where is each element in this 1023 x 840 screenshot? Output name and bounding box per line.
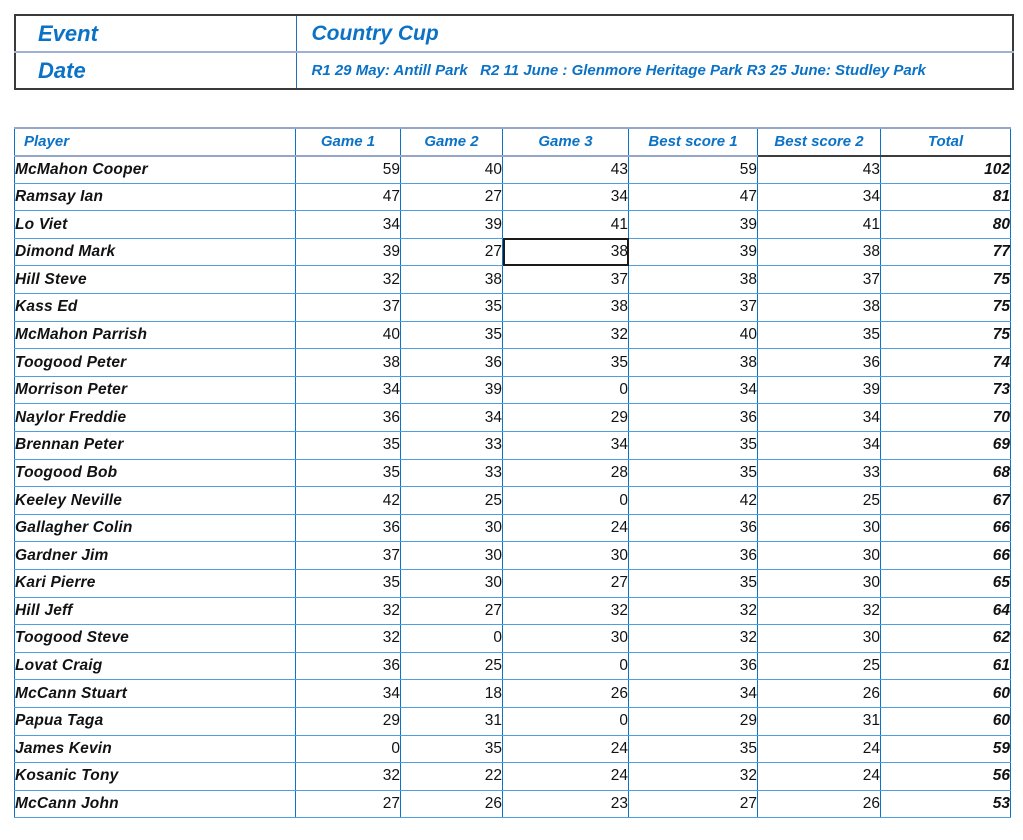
player-cell[interactable]: Gardner Jim — [15, 542, 296, 570]
player-cell[interactable]: Kari Pierre — [15, 570, 296, 598]
table-row — [15, 294, 1011, 322]
table-row — [15, 597, 1011, 625]
score-cell[interactable]: 31 — [401, 707, 503, 735]
score-cell[interactable]: 37 — [296, 294, 401, 322]
player-cell[interactable]: Kass Ed — [15, 294, 296, 322]
score-cell[interactable]: 34 — [401, 404, 503, 432]
table-row — [15, 376, 1011, 404]
total-cell[interactable]: 65 — [881, 570, 1011, 598]
table-row — [15, 570, 1011, 598]
score-cell[interactable]: 32 — [629, 763, 758, 791]
column-header-best-score-2[interactable]: Best score 2 — [758, 128, 881, 156]
score-cell[interactable]: 30 — [401, 570, 503, 598]
player-cell[interactable]: McCann John — [15, 790, 296, 818]
score-cell[interactable]: 34 — [758, 183, 881, 211]
score-cell[interactable]: 27 — [401, 597, 503, 625]
score-cell[interactable]: 59 — [296, 156, 401, 184]
score-cell[interactable]: 30 — [758, 625, 881, 653]
player-cell[interactable]: McCann Stuart — [15, 680, 296, 708]
score-cell[interactable]: 32 — [503, 321, 629, 349]
score-cell[interactable]: 35 — [629, 570, 758, 598]
score-cell[interactable]: 32 — [758, 597, 881, 625]
score-cell[interactable]: 40 — [401, 156, 503, 184]
score-cell[interactable]: 40 — [296, 321, 401, 349]
score-cell[interactable]: 38 — [629, 349, 758, 377]
score-cell[interactable]: 37 — [629, 294, 758, 322]
total-cell[interactable]: 61 — [881, 652, 1011, 680]
table-row — [15, 156, 1011, 184]
total-cell[interactable]: 62 — [881, 625, 1011, 653]
table-row — [15, 707, 1011, 735]
score-cell[interactable]: 35 — [296, 459, 401, 487]
score-cell[interactable]: 24 — [758, 763, 881, 791]
score-cell[interactable]: 43 — [758, 156, 881, 184]
score-cell[interactable]: 18 — [401, 680, 503, 708]
score-cell[interactable]: 59 — [629, 156, 758, 184]
score-cell[interactable]: 0 — [503, 376, 629, 404]
total-cell[interactable]: 66 — [881, 514, 1011, 542]
total-cell[interactable]: 56 — [881, 763, 1011, 791]
column-header-game-1[interactable]: Game 1 — [296, 128, 401, 156]
table-row — [15, 183, 1011, 211]
score-cell[interactable]: 34 — [503, 183, 629, 211]
table-row — [15, 404, 1011, 432]
score-cell[interactable]: 34 — [296, 211, 401, 239]
score-cell[interactable]: 32 — [629, 597, 758, 625]
score-cell[interactable]: 27 — [503, 570, 629, 598]
table-row — [15, 680, 1011, 708]
score-cell[interactable]: 36 — [629, 542, 758, 570]
event-row — [15, 15, 1013, 52]
table-row — [15, 487, 1011, 515]
selected-score-cell[interactable]: 38 — [503, 238, 629, 266]
player-cell[interactable]: Toogood Bob — [15, 459, 296, 487]
column-header-game-2[interactable]: Game 2 — [401, 128, 503, 156]
score-cell[interactable]: 34 — [296, 376, 401, 404]
header-row — [15, 128, 1011, 156]
score-cell[interactable]: 30 — [503, 625, 629, 653]
total-cell[interactable]: 60 — [881, 707, 1011, 735]
score-cell[interactable]: 25 — [758, 487, 881, 515]
score-cell[interactable]: 38 — [503, 294, 629, 322]
score-cell[interactable]: 34 — [629, 680, 758, 708]
score-table-body — [15, 156, 1011, 818]
score-cell[interactable]: 39 — [629, 211, 758, 239]
score-cell[interactable]: 35 — [401, 294, 503, 322]
score-cell[interactable]: 0 — [401, 625, 503, 653]
score-cell[interactable]: 33 — [758, 459, 881, 487]
score-cell[interactable]: 0 — [296, 735, 401, 763]
player-cell[interactable]: Toogood Steve — [15, 625, 296, 653]
total-cell[interactable]: 75 — [881, 294, 1011, 322]
player-cell[interactable]: Toogood Peter — [15, 349, 296, 377]
score-cell[interactable]: 39 — [629, 238, 758, 266]
total-cell[interactable]: 73 — [881, 376, 1011, 404]
score-cell[interactable]: 27 — [401, 183, 503, 211]
total-cell[interactable]: 80 — [881, 211, 1011, 239]
total-cell[interactable]: 75 — [881, 266, 1011, 294]
player-cell[interactable]: James Kevin — [15, 735, 296, 763]
score-cell[interactable]: 27 — [296, 790, 401, 818]
score-cell[interactable]: 36 — [629, 514, 758, 542]
score-cell[interactable]: 29 — [296, 707, 401, 735]
score-cell[interactable]: 32 — [503, 597, 629, 625]
score-cell[interactable]: 32 — [296, 763, 401, 791]
score-cell[interactable]: 26 — [503, 680, 629, 708]
score-cell[interactable]: 0 — [503, 487, 629, 515]
score-cell[interactable]: 30 — [503, 542, 629, 570]
player-cell[interactable]: Naylor Freddie — [15, 404, 296, 432]
player-cell[interactable]: Brennan Peter — [15, 432, 296, 460]
player-cell[interactable]: Morrison Peter — [15, 376, 296, 404]
score-cell[interactable]: 39 — [401, 211, 503, 239]
score-cell[interactable]: 35 — [629, 432, 758, 460]
column-header-game-3[interactable]: Game 3 — [503, 128, 629, 156]
score-cell[interactable]: 24 — [503, 514, 629, 542]
total-cell[interactable]: 81 — [881, 183, 1011, 211]
table-row — [15, 349, 1011, 377]
player-cell[interactable]: Ramsay Ian — [15, 183, 296, 211]
date-row — [15, 52, 1013, 89]
score-cell[interactable]: 41 — [503, 211, 629, 239]
score-cell[interactable]: 38 — [758, 294, 881, 322]
score-cell[interactable]: 39 — [758, 376, 881, 404]
table-row — [15, 790, 1011, 818]
score-cell[interactable]: 26 — [758, 790, 881, 818]
total-cell[interactable]: 67 — [881, 487, 1011, 515]
score-cell[interactable]: 23 — [503, 790, 629, 818]
score-cell[interactable]: 30 — [758, 570, 881, 598]
score-cell[interactable]: 36 — [296, 652, 401, 680]
table-row — [15, 625, 1011, 653]
score-cell[interactable]: 24 — [503, 763, 629, 791]
column-header-best-score-1[interactable]: Best score 1 — [629, 128, 758, 156]
player-cell[interactable]: McMahon Cooper — [15, 156, 296, 184]
score-cell[interactable]: 30 — [401, 542, 503, 570]
score-cell[interactable]: 37 — [758, 266, 881, 294]
score-cell[interactable]: 25 — [758, 652, 881, 680]
score-cell[interactable]: 31 — [758, 707, 881, 735]
score-cell[interactable]: 32 — [296, 266, 401, 294]
date-value-cell[interactable]: R1 29 May: Antill Park R2 11 June : Glenmore Heritage Park R3 25 June: Studley Park — [311, 62, 926, 79]
score-cell[interactable]: 32 — [629, 625, 758, 653]
score-cell[interactable]: 35 — [503, 349, 629, 377]
total-cell[interactable]: 75 — [881, 321, 1011, 349]
event-info-panel — [14, 14, 1014, 90]
table-row — [15, 211, 1011, 239]
score-cell[interactable]: 38 — [758, 238, 881, 266]
score-cell[interactable]: 34 — [296, 680, 401, 708]
score-cell[interactable]: 30 — [401, 514, 503, 542]
score-cell[interactable]: 29 — [503, 404, 629, 432]
table-row — [15, 266, 1011, 294]
score-cell[interactable]: 35 — [629, 459, 758, 487]
table-row — [15, 514, 1011, 542]
score-cell[interactable]: 32 — [296, 625, 401, 653]
total-cell[interactable]: 102 — [881, 156, 1011, 184]
score-cell[interactable]: 39 — [296, 238, 401, 266]
score-table-header — [15, 128, 1011, 156]
total-cell[interactable]: 59 — [881, 735, 1011, 763]
score-cell[interactable]: 42 — [296, 487, 401, 515]
score-cell[interactable]: 35 — [401, 735, 503, 763]
score-table — [14, 127, 1011, 818]
score-cell[interactable]: 28 — [503, 459, 629, 487]
date-label-cell[interactable]: Date — [15, 52, 296, 89]
score-cell[interactable]: 25 — [401, 652, 503, 680]
total-cell[interactable]: 64 — [881, 597, 1011, 625]
total-cell[interactable]: 53 — [881, 790, 1011, 818]
total-cell[interactable]: 66 — [881, 542, 1011, 570]
score-cell[interactable]: 22 — [401, 763, 503, 791]
score-cell[interactable]: 35 — [629, 735, 758, 763]
score-cell[interactable]: 47 — [296, 183, 401, 211]
total-cell[interactable]: 60 — [881, 680, 1011, 708]
column-header-total[interactable]: Total — [881, 128, 1011, 156]
score-cell[interactable]: 36 — [296, 404, 401, 432]
score-cell[interactable]: 35 — [296, 432, 401, 460]
score-cell[interactable]: 34 — [758, 432, 881, 460]
score-cell[interactable]: 34 — [758, 404, 881, 432]
score-cell[interactable]: 24 — [758, 735, 881, 763]
event-label-cell[interactable]: Event — [15, 15, 296, 52]
table-row — [15, 321, 1011, 349]
score-cell[interactable]: 38 — [296, 349, 401, 377]
total-cell[interactable]: 70 — [881, 404, 1011, 432]
score-cell[interactable]: 41 — [758, 211, 881, 239]
player-cell[interactable]: Papua Taga — [15, 707, 296, 735]
player-cell[interactable]: Gallagher Colin — [15, 514, 296, 542]
table-row — [15, 763, 1011, 791]
player-cell[interactable]: Lo Viet — [15, 211, 296, 239]
score-cell[interactable]: 30 — [758, 542, 881, 570]
score-cell[interactable]: 36 — [629, 404, 758, 432]
score-cell[interactable]: 40 — [629, 321, 758, 349]
score-cell[interactable]: 36 — [758, 349, 881, 377]
score-cell[interactable]: 36 — [629, 652, 758, 680]
player-cell[interactable]: McMahon Parrish — [15, 321, 296, 349]
score-cell[interactable]: 24 — [503, 735, 629, 763]
table-row — [15, 542, 1011, 570]
player-cell[interactable]: Keeley Neville — [15, 487, 296, 515]
score-cell[interactable]: 33 — [401, 459, 503, 487]
player-cell[interactable]: Hill Steve — [15, 266, 296, 294]
score-cell[interactable]: 34 — [629, 376, 758, 404]
score-cell[interactable]: 38 — [629, 266, 758, 294]
score-cell[interactable]: 32 — [296, 597, 401, 625]
column-header-player[interactable]: Player — [15, 128, 296, 156]
score-cell[interactable]: 27 — [401, 238, 503, 266]
score-cell[interactable]: 36 — [401, 349, 503, 377]
score-cell[interactable]: 33 — [401, 432, 503, 460]
score-cell[interactable]: 0 — [503, 707, 629, 735]
total-cell[interactable]: 69 — [881, 432, 1011, 460]
score-cell[interactable]: 38 — [401, 266, 503, 294]
score-cell[interactable]: 29 — [629, 707, 758, 735]
score-cell[interactable]: 35 — [401, 321, 503, 349]
table-row — [15, 652, 1011, 680]
total-cell[interactable]: 68 — [881, 459, 1011, 487]
score-cell[interactable]: 34 — [503, 432, 629, 460]
player-cell[interactable]: Lovat Craig — [15, 652, 296, 680]
score-cell[interactable]: 35 — [758, 321, 881, 349]
score-cell[interactable]: 25 — [401, 487, 503, 515]
score-cell[interactable]: 42 — [629, 487, 758, 515]
table-row — [15, 238, 1011, 266]
score-cell[interactable]: 36 — [296, 514, 401, 542]
score-cell[interactable]: 39 — [401, 376, 503, 404]
total-cell[interactable]: 74 — [881, 349, 1011, 377]
score-cell[interactable]: 37 — [503, 266, 629, 294]
table-row — [15, 432, 1011, 460]
player-cell[interactable]: Kosanic Tony — [15, 763, 296, 791]
score-cell[interactable]: 37 — [296, 542, 401, 570]
event-value-cell[interactable]: Country Cup — [296, 15, 1013, 52]
table-row — [15, 735, 1011, 763]
score-cell[interactable]: 0 — [503, 652, 629, 680]
player-cell[interactable]: Dimond Mark — [15, 238, 296, 266]
score-cell[interactable]: 26 — [758, 680, 881, 708]
score-cell[interactable]: 30 — [758, 514, 881, 542]
total-cell[interactable]: 77 — [881, 238, 1011, 266]
score-cell[interactable]: 43 — [503, 156, 629, 184]
score-cell[interactable]: 26 — [401, 790, 503, 818]
player-cell[interactable]: Hill Jeff — [15, 597, 296, 625]
score-cell[interactable]: 47 — [629, 183, 758, 211]
table-row — [15, 459, 1011, 487]
score-cell[interactable]: 35 — [296, 570, 401, 598]
score-cell[interactable]: 27 — [629, 790, 758, 818]
